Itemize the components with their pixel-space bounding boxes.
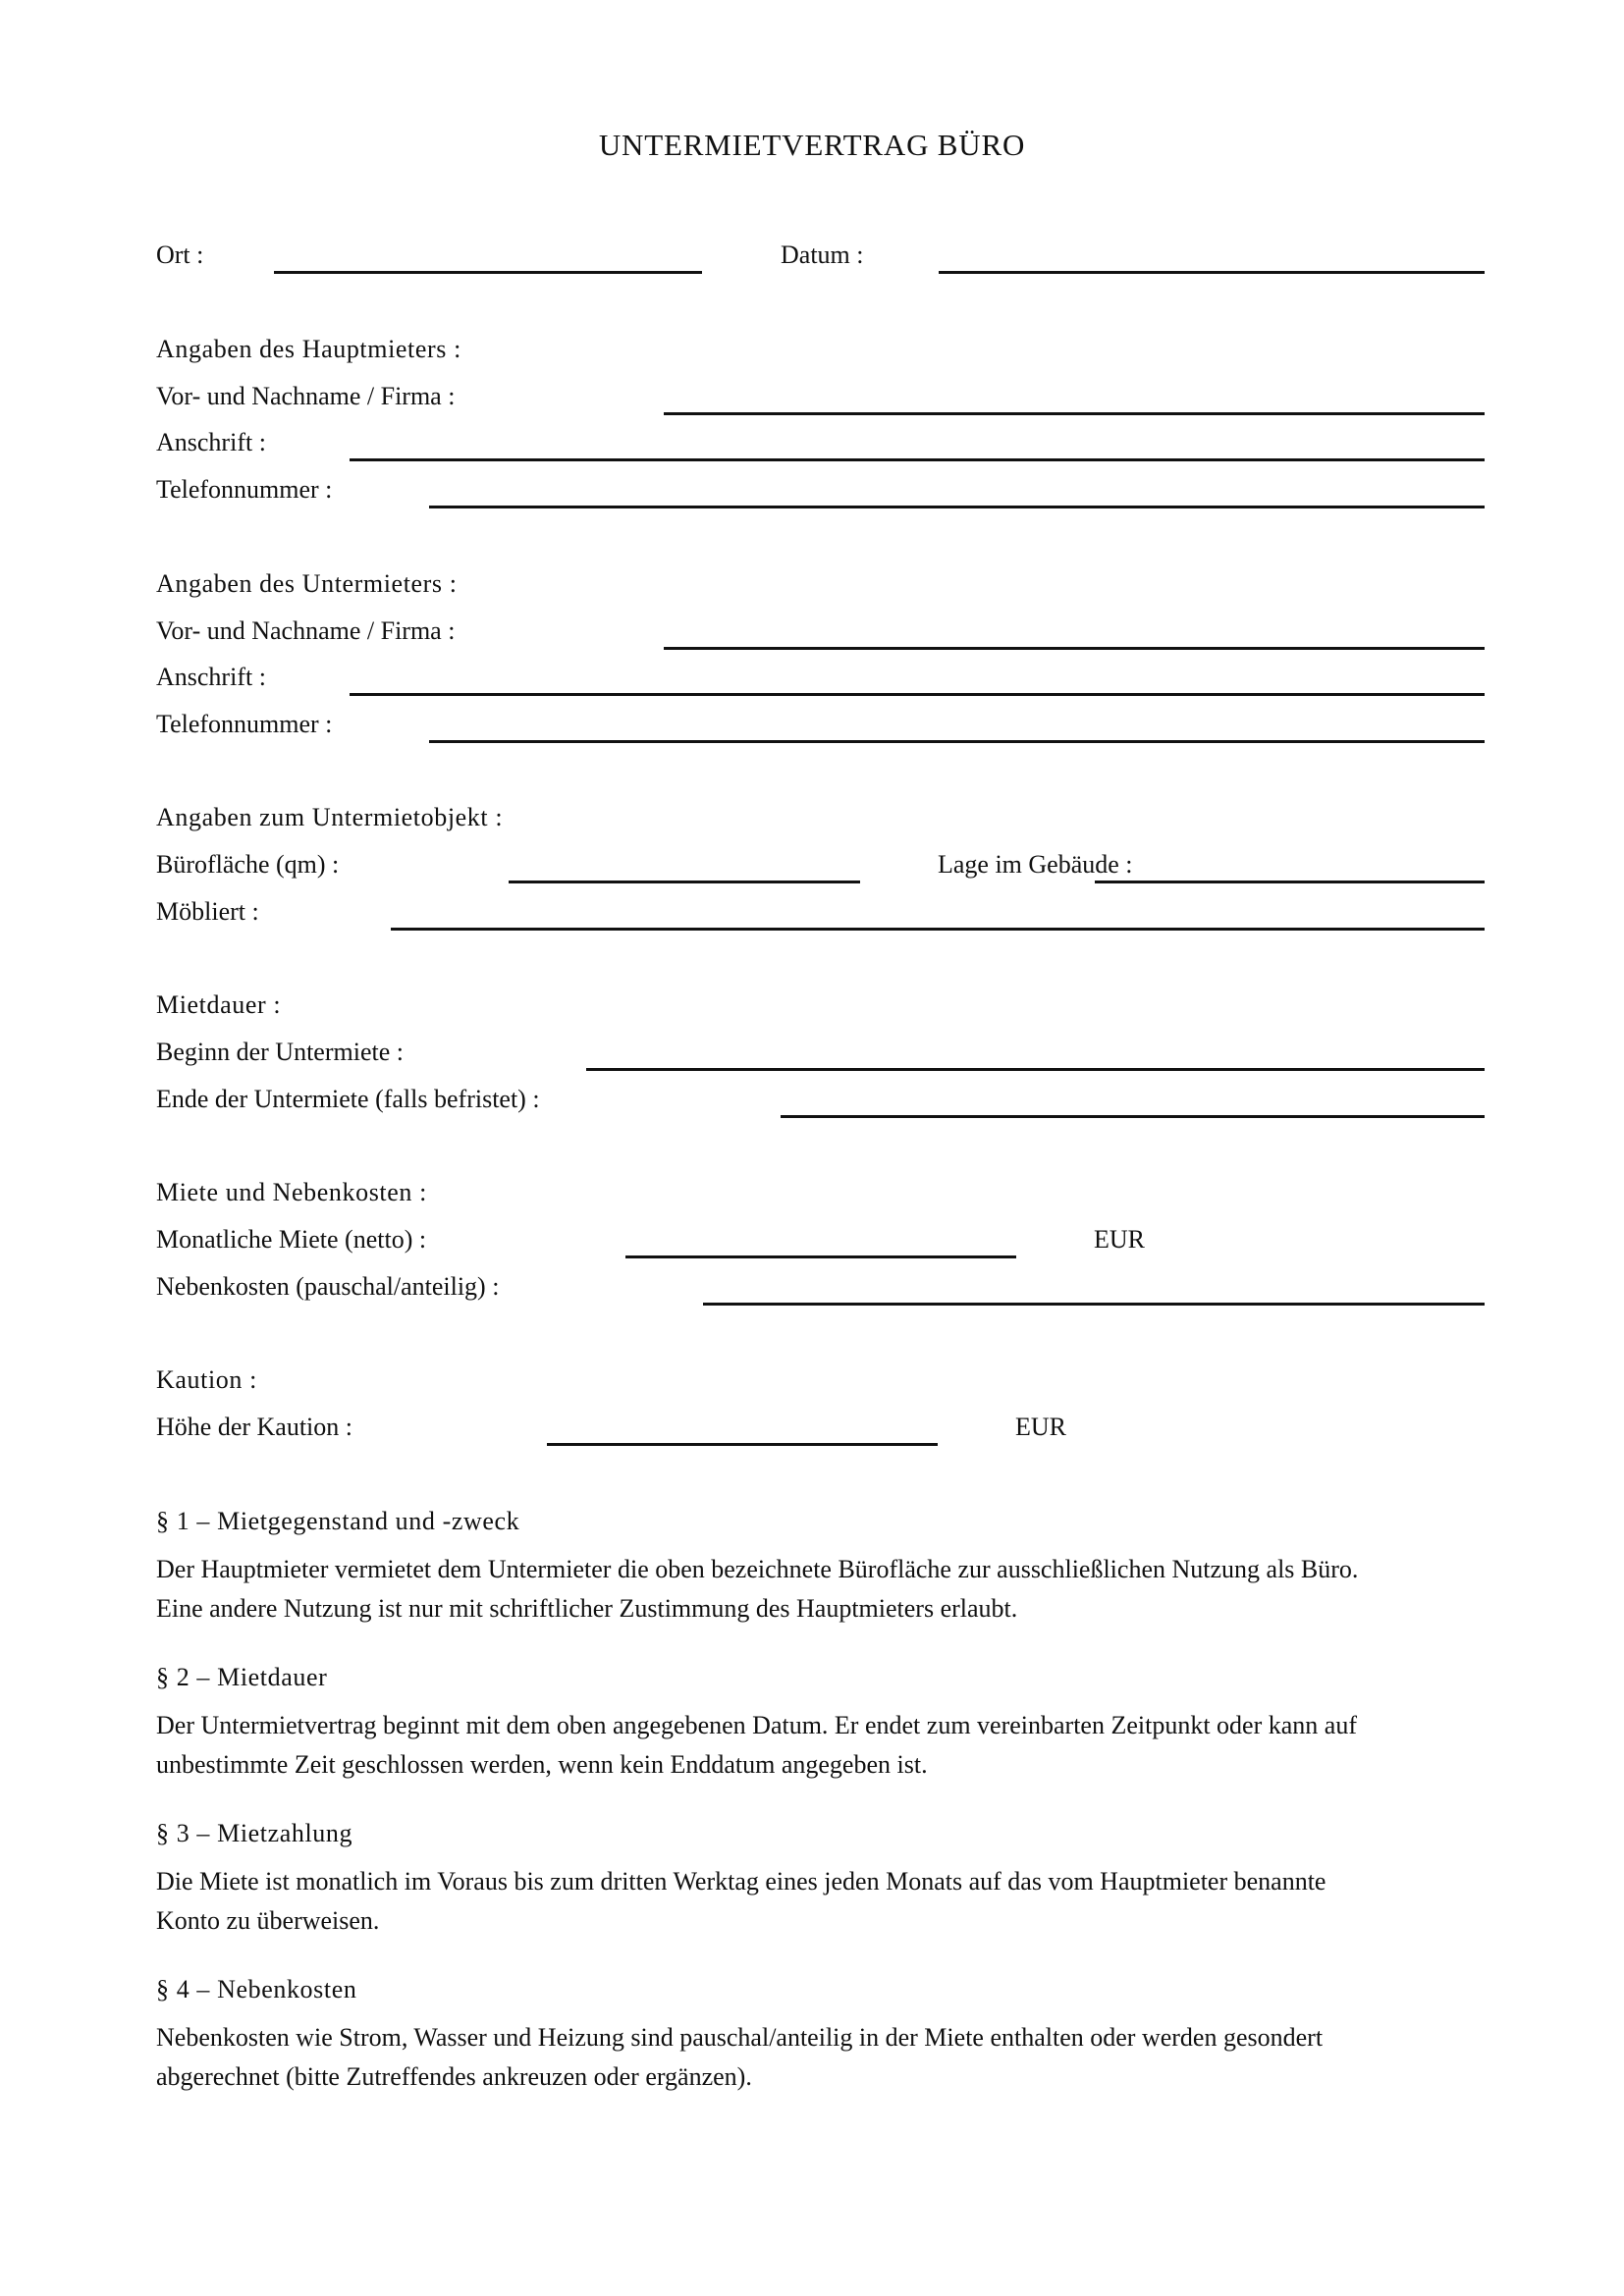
miete-rent-label: Monatliche Miete (netto) : — [156, 1225, 427, 1254]
mietdauer-end-label: Ende der Untermiete (falls befristet) : — [156, 1085, 540, 1113]
objekt-area-field[interactable] — [509, 881, 860, 883]
document-title: UNTERMIETVERTRAG BÜRO — [598, 128, 1026, 162]
section-3-paragraph — [156, 1862, 1491, 1941]
datum-field[interactable] — [939, 271, 1485, 274]
objekt-location-label: Lage im Gebäude : — [938, 850, 1133, 879]
mietdauer-heading: Mietdauer : — [156, 990, 282, 1019]
objekt-area-label: Bürofläche (qm) : — [156, 850, 340, 879]
mietdauer-start-field[interactable] — [586, 1068, 1485, 1071]
section-3-line-1: Die Miete ist monatlich im Voraus bis zum dritten Werktag eines jeden Monats auf das vom Hauptmieter benannte — [156, 1867, 1326, 1896]
untermieter-address-field[interactable] — [350, 693, 1485, 696]
section-4-paragraph — [156, 2018, 1491, 2097]
section-2-line-2: unbestimmte Zeit geschlossen werden, wenn kein Enddatum angegeben ist. — [156, 1750, 928, 1779]
hauptmieter-phone-label: Telefonnummer : — [156, 475, 333, 504]
miete-costs-field[interactable] — [703, 1303, 1485, 1306]
hauptmieter-name-label: Vor- und Nachname / Firma : — [156, 382, 456, 410]
miete-rent-field[interactable] — [625, 1255, 1016, 1258]
section-3-heading: § 3 – Mietzahlung — [156, 1819, 353, 1847]
mietdauer-end-field[interactable] — [781, 1115, 1485, 1118]
section-4-heading: § 4 – Nebenkosten — [156, 1975, 357, 2003]
section-1-heading: § 1 – Mietgegenstand und -zweck — [156, 1507, 520, 1535]
untermieter-name-field[interactable] — [664, 647, 1485, 650]
mietdauer-start-label: Beginn der Untermiete : — [156, 1038, 404, 1066]
untermieter-address-label: Anschrift : — [156, 663, 266, 691]
miete-heading: Miete und Nebenkosten : — [156, 1178, 427, 1206]
hauptmieter-phone-field[interactable] — [429, 506, 1485, 508]
datum-label: Datum : — [781, 240, 864, 269]
section-2-line-1: Der Untermietvertrag beginnt mit dem oben angegebenen Datum. Er endet zum vereinbarten Zeitpunkt oder kann auf — [156, 1711, 1357, 1739]
section-2-paragraph — [156, 1706, 1491, 1785]
hauptmieter-address-field[interactable] — [350, 458, 1485, 461]
objekt-location-field[interactable] — [1095, 881, 1485, 883]
objekt-furnished-label: Möbliert : — [156, 897, 259, 926]
section-2-heading: § 2 – Mietdauer — [156, 1663, 328, 1691]
section-4-line-1: Nebenkosten wie Strom, Wasser und Heizung sind pauschal/anteilig in der Miete enthalten oder werden gesondert — [156, 2023, 1324, 2052]
section-4-line-2: abgerechnet (bitte Zutreffendes ankreuzen oder ergänzen). — [156, 2062, 752, 2091]
section-1-line-2: Eine andere Nutzung ist nur mit schriftlicher Zustimmung des Hauptmieters erlaubt. — [156, 1594, 1018, 1623]
kaution-amount-unit: EUR — [1015, 1413, 1066, 1441]
kaution-amount-field[interactable] — [547, 1443, 938, 1446]
miete-costs-label: Nebenkosten (pauschal/anteilig) : — [156, 1272, 500, 1301]
miete-rent-unit: EUR — [1094, 1225, 1145, 1254]
section-1-paragraph — [156, 1550, 1491, 1629]
untermieter-heading: Angaben des Untermieters : — [156, 569, 458, 598]
section-3-line-2: Konto zu überweisen. — [156, 1906, 380, 1935]
untermieter-name-label: Vor- und Nachname / Firma : — [156, 616, 456, 645]
objekt-heading: Angaben zum Untermietobjekt : — [156, 803, 504, 831]
untermieter-phone-field[interactable] — [429, 740, 1485, 743]
objekt-furnished-field[interactable] — [391, 928, 1485, 931]
hauptmieter-heading: Angaben des Hauptmieters : — [156, 335, 461, 363]
hauptmieter-address-label: Anschrift : — [156, 428, 266, 456]
kaution-heading: Kaution : — [156, 1365, 257, 1394]
ort-field[interactable] — [274, 271, 702, 274]
section-1-line-1: Der Hauptmieter vermietet dem Untermieter die oben bezeichnete Bürofläche zur ausschließlichen Nutzung als Büro. — [156, 1555, 1359, 1583]
ort-label: Ort : — [156, 240, 204, 269]
untermieter-phone-label: Telefonnummer : — [156, 710, 333, 738]
kaution-amount-label: Höhe der Kaution : — [156, 1413, 353, 1441]
hauptmieter-name-field[interactable] — [664, 412, 1485, 415]
